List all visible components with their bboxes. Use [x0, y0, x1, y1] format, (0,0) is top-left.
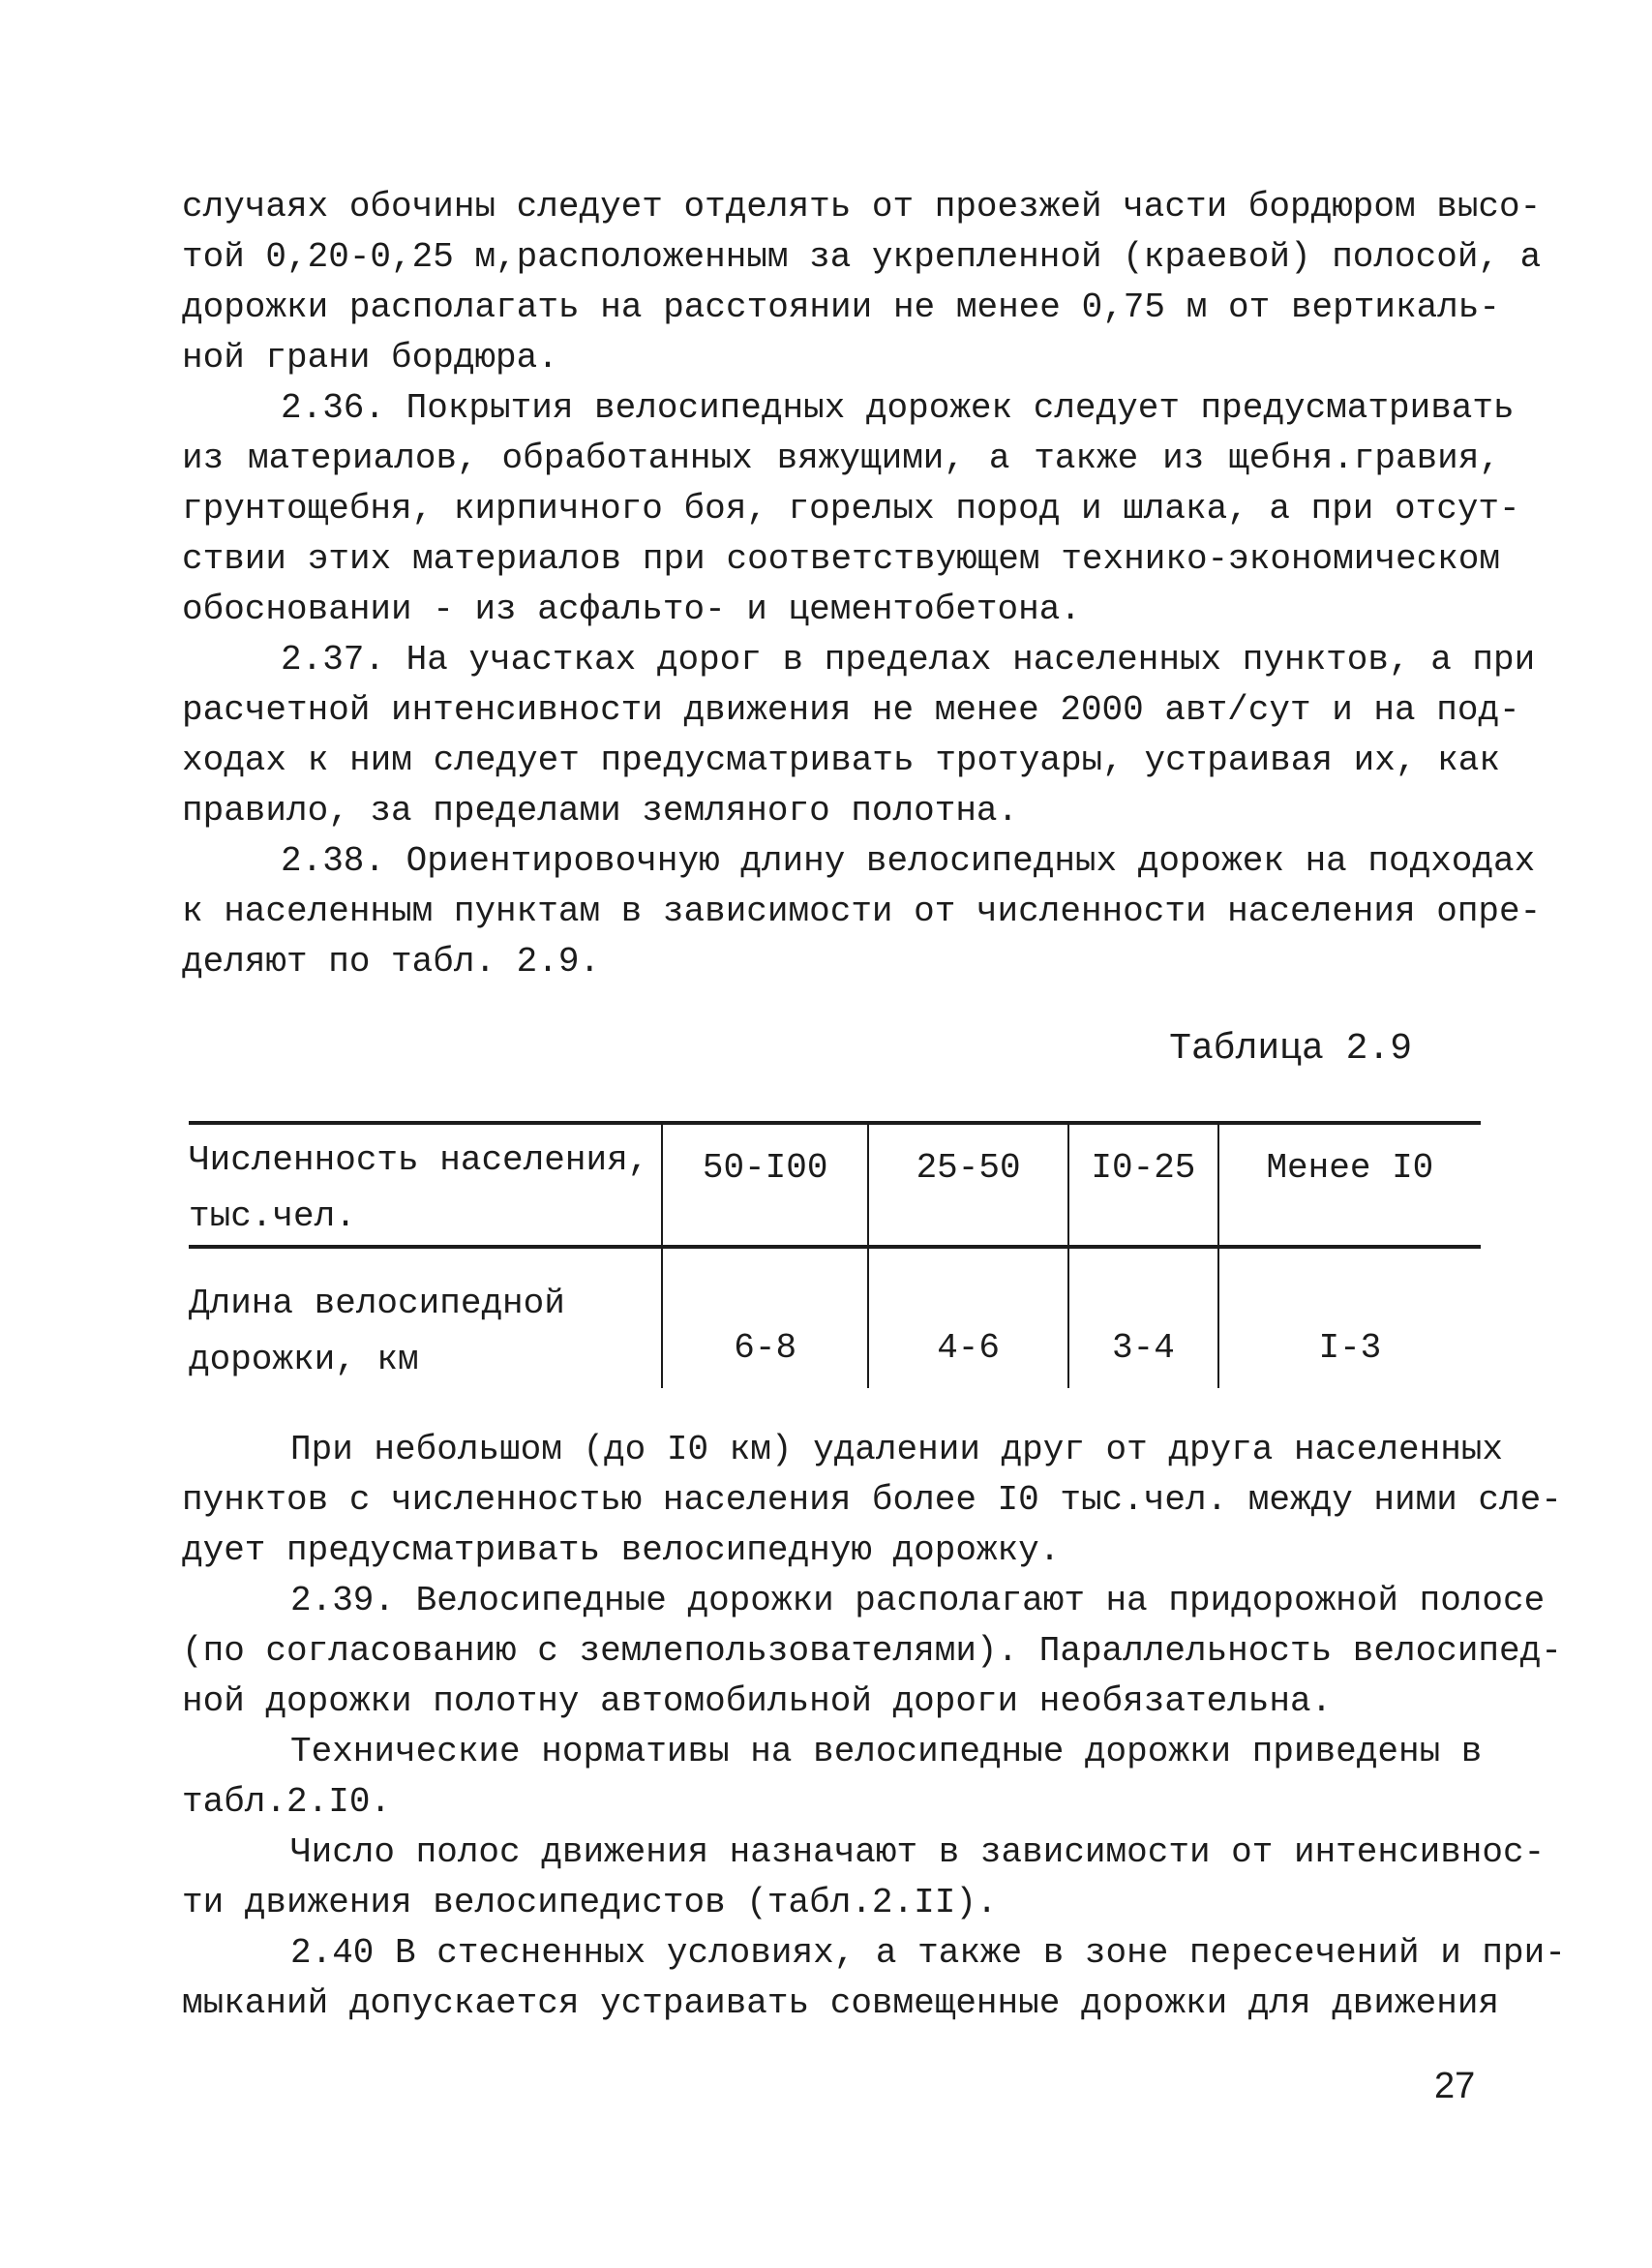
header-cell: 25-50 [868, 1123, 1068, 1247]
text-line: правило, за пределами земляного полотна. [182, 791, 1019, 831]
population-length-table [189, 1121, 1481, 1388]
header-label-line-1: Численность населения, [189, 1140, 649, 1180]
text-line: ной грани бордюра. [182, 338, 558, 378]
table-cell: 4-6 [868, 1247, 1068, 1388]
paragraph-start-note: При небольшом (до I0 км) удалении друг от друга населенных [290, 1430, 1504, 1469]
text-line: той 0,20-0,25 м,расположенным за укрепленной (краевой) полосой, а [182, 237, 1542, 277]
text-line: дует предусматривать велосипедную дорожку. [182, 1530, 1061, 1570]
text-line: ной дорожки полотну автомобильной дороги необязательна. [182, 1681, 1333, 1721]
paragraph-start-2-38: 2.38. Ориентировочную длину велосипедных дорожек на подходах [281, 841, 1536, 881]
text-line: дорожки располагать на расстоянии не менее 0,75 м от вертикаль- [182, 287, 1500, 327]
paragraph-start-2-39: 2.39. Велосипедные дорожки располагают на придорожной полосе [290, 1581, 1546, 1620]
text-line: грунтощебня, кирпичного боя, горелых пород и шлака, а при отсут- [182, 489, 1520, 529]
text-line: мыканий допускается устраивать совмещенные дорожки для движения [182, 1983, 1500, 2023]
table-cell: 6-8 [662, 1247, 868, 1388]
text-line: ствии этих материалов при соответствующем технико-экономическом [182, 539, 1500, 579]
row-label-line-2: дорожки, км [189, 1340, 419, 1379]
table-caption: Таблица 2.9 [1169, 1028, 1412, 1070]
table-cell: 3-4 [1068, 1247, 1218, 1388]
row-label-line-1: Длина велосипедной [189, 1284, 565, 1323]
text-line: табл.2.I0. [182, 1782, 392, 1822]
paragraph-start-norms: Технические нормативы на велосипедные дорожки приведены в [290, 1732, 1483, 1771]
text-line: расчетной интенсивности движения не менее 2000 авт/сут и на под- [182, 690, 1520, 730]
row-label-cell [189, 1247, 662, 1388]
text-line: случаях обочины следует отделять от проезжей части бордюром высо- [182, 187, 1542, 227]
text-line: пунктов с численностью населения более I0 тыс.чел. между ними сле- [182, 1480, 1562, 1520]
table-row [189, 1247, 1481, 1388]
text-line: к населенным пунктам в зависимости от численности населения опре- [182, 892, 1542, 931]
header-cell: 50-I00 [662, 1123, 868, 1247]
text-line: из материалов, обработанных вяжущими, а также из щебня.гравия, [182, 438, 1500, 478]
table-header-row [189, 1123, 1481, 1247]
page-number: 27 [1434, 2066, 1476, 2106]
paragraph-start-2-37: 2.37. На участках дорог в пределах населенных пунктов, а при [281, 640, 1536, 680]
table-cell: I-3 [1218, 1247, 1481, 1388]
text-line: ти движения велосипедистов (табл.2.II). [182, 1883, 998, 1922]
text-line: обосновании - из асфальто- и цементобетона. [182, 590, 1081, 629]
header-label-cell [189, 1123, 662, 1247]
paragraph-start-2-40: 2.40 В стесненных условиях, а также в зоне пересечений и при- [290, 1933, 1566, 1973]
paragraph-start-2-36: 2.36. Покрытия велосипедных дорожек следует предусматривать [281, 388, 1515, 428]
text-line: ходах к ним следует предусматривать тротуары, устраивая их, как [182, 741, 1500, 780]
text-line: (по согласованию с землепользователями). Параллельность велосипед- [182, 1631, 1562, 1671]
header-cell: I0-25 [1068, 1123, 1218, 1247]
header-cell: Менее I0 [1218, 1123, 1481, 1247]
text-line: деляют по табл. 2.9. [182, 942, 601, 982]
paragraph-start-lanes: Число полос движения назначают в зависимости от интенсивнос- [290, 1832, 1546, 1872]
header-label-line-2: тыс.чел. [189, 1196, 356, 1236]
